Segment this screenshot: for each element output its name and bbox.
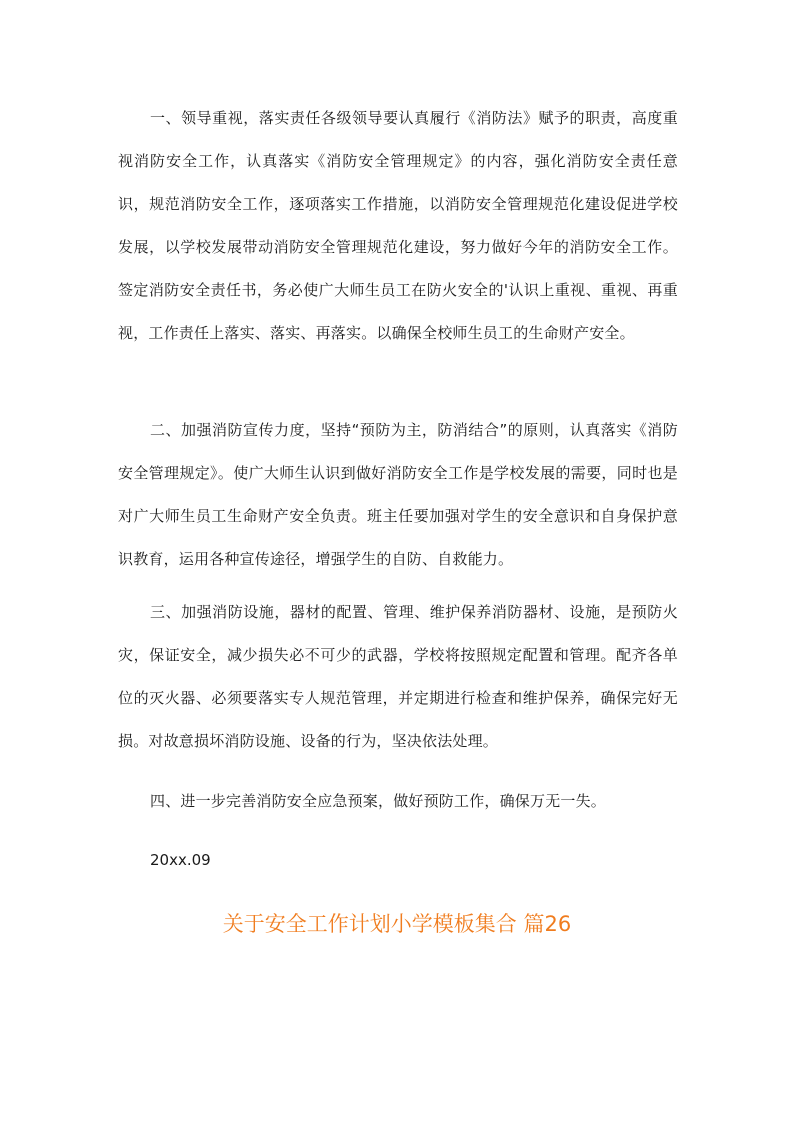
paragraph-emergency-plan: 四、进一步完善消防安全应急预案，做好预防工作，确保万无一失。 [150, 792, 607, 810]
document-date: 20xx.09 [150, 851, 211, 869]
paragraph-facilities: 三、加强消防设施，器材的配置、管理、维护保养消防器材、设施，是预防火灾，保证安全，减少损失必不可少的武器，学校将按照规定配置和管理。配齐各单位的灭火器、必须要落实专人规范管理，并定期进行检查和维护保养，确保完好无损。对故意损坏消防设施、设备的行为，坚决依法处理。 [118, 603, 678, 750]
paragraph-publicity: 二、加强消防宣传力度，坚持“预防为主，防消结合”的原则，认真落实《消防安全管理规定》。使广大师生认识到做好消防安全工作是学校发展的需要，同时也是对广大师生员工生命财产安全负责。班主任要加强对学生的安全意识和自身保护意识教育，运用各种宣传途径，增强学生的自防、自救能力。 [118, 421, 678, 568]
paragraph-leadership: 一、领导重视，落实责任各级领导要认真履行《消防法》赋予的职责，高度重视消防安全工作，认真落实《消防安全管理规定》的内容，强化消防安全责任意识，规范消防安全工作，逐项落实工作措施，以消防安全管理规范化建设促进学校发展，以学校发展带动消防安全管理规范化建设，努力做好今年的消防安全工作。签定消防安全责任书，务必使广大师生员工在防火安全的'认识上重视、重视、再重视，工作责任上落实、落实、再落实。以确保全校师生员工的生命财产安全。 [118, 109, 678, 342]
section-title: 关于安全工作计划小学模板集合 篇26 [222, 912, 572, 936]
